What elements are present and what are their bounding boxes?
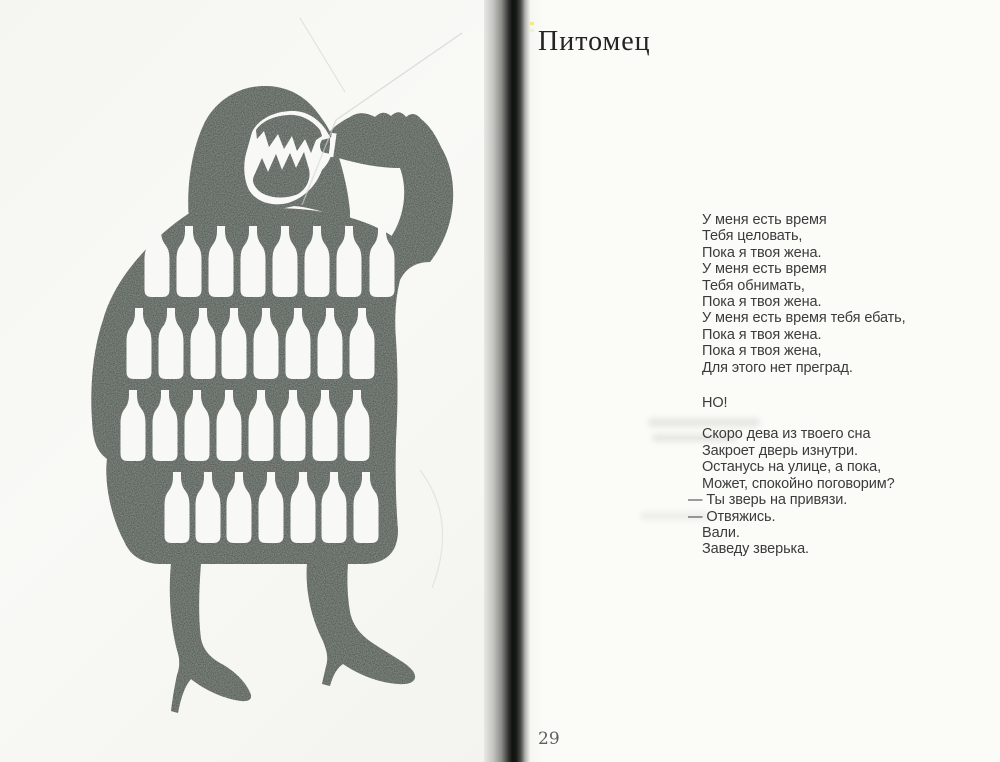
poem-line: Скоро дева из твоего сна	[702, 426, 871, 443]
left-page	[0, 0, 490, 762]
poem-line: — Отвяжись.	[688, 508, 776, 525]
poem-stanza	[702, 395, 906, 411]
poem-stanza	[688, 426, 906, 558]
poem-line: Может, спокойно поговорим?	[702, 475, 895, 492]
poem-line: Пока я твоя жена.	[702, 294, 822, 311]
poem-line: — Ты зверь на привязи.	[688, 492, 848, 509]
poem-text	[688, 212, 906, 558]
figure-leg-right	[307, 563, 415, 686]
poem-line: Тебя обнимать,	[702, 277, 805, 294]
poem-stanza	[702, 212, 906, 376]
poem-line: НО!	[702, 395, 728, 412]
poem-line: Пока я твоя жена,	[702, 343, 822, 360]
poem-line: У меня есть время	[702, 261, 827, 278]
poem-line: Останусь на улице, а пока,	[702, 459, 882, 476]
page-scratch	[420, 470, 443, 588]
poem-line: У меня есть время тебя ебать,	[702, 310, 906, 327]
poem-title: Питомец	[538, 26, 651, 57]
poem-line: Тебя целовать,	[702, 228, 803, 245]
right-page	[520, 0, 1000, 762]
poem-line: Для этого нет преград.	[702, 359, 853, 376]
figure-leg-left	[170, 563, 251, 713]
book-gutter	[484, 0, 530, 762]
page-scratch	[300, 18, 345, 92]
poem-line: Вали.	[702, 524, 740, 541]
drinking-figure-illustration	[0, 0, 490, 762]
poem-line: Заведу зверька.	[702, 541, 809, 558]
page-number: 29	[538, 729, 560, 749]
poem-line: Пока я твоя жена.	[702, 244, 822, 261]
poem-line: Пока я твоя жена.	[702, 326, 822, 343]
poem-line: Закроет дверь изнутри.	[702, 442, 858, 459]
poem-line: У меня есть время	[702, 212, 827, 228]
